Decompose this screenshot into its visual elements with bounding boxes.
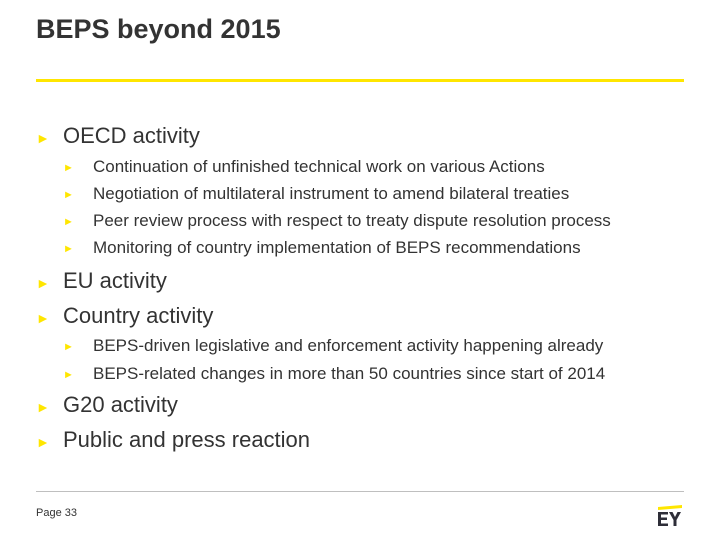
- sub-bullet-text: Continuation of unfinished technical work on various Actions: [93, 157, 545, 176]
- bullet-arrow-icon: ►: [63, 162, 74, 174]
- footer-divider: [36, 491, 684, 492]
- slide-title: BEPS beyond 2015: [36, 14, 281, 44]
- bullet-text: Public and press reaction: [63, 427, 311, 452]
- bullet-text: OECD activity: [63, 123, 200, 148]
- bullet-list: [36, 0, 696, 470]
- bullet-arrow-icon: ►: [63, 369, 74, 381]
- sub-bullet-text: Monitoring of country implementation of BEPS recommendations: [93, 238, 581, 257]
- bullet-arrow-icon: ►: [36, 130, 50, 146]
- sub-bullet-text: Peer review process with respect to treaty dispute resolution process: [93, 211, 611, 230]
- bullet-arrow-icon: ►: [36, 399, 50, 415]
- bullet-arrow-icon: ►: [36, 434, 50, 450]
- bullet-arrow-icon: ►: [36, 310, 50, 326]
- bullet-text: G20 activity: [63, 392, 178, 417]
- sub-bullet-text: Negotiation of multilateral instrument to amend bilateral treaties: [93, 184, 570, 203]
- bullet-arrow-icon: ►: [63, 216, 74, 228]
- bullet-text: Country activity: [63, 303, 214, 328]
- bullet-arrow-icon: ►: [63, 189, 74, 201]
- bullet-text: EU activity: [63, 268, 167, 293]
- bullet-arrow-icon: ►: [63, 341, 74, 353]
- ey-logo-icon: [656, 505, 686, 527]
- sub-bullet-text: BEPS-driven legislative and enforcement activity happening already: [93, 336, 604, 355]
- bullet-arrow-icon: ►: [63, 243, 74, 255]
- sub-bullet-text: BEPS-related changes in more than 50 countries since start of 2014: [93, 364, 606, 383]
- bullet-arrow-icon: ►: [36, 275, 50, 291]
- page-number: Page 33: [36, 507, 77, 519]
